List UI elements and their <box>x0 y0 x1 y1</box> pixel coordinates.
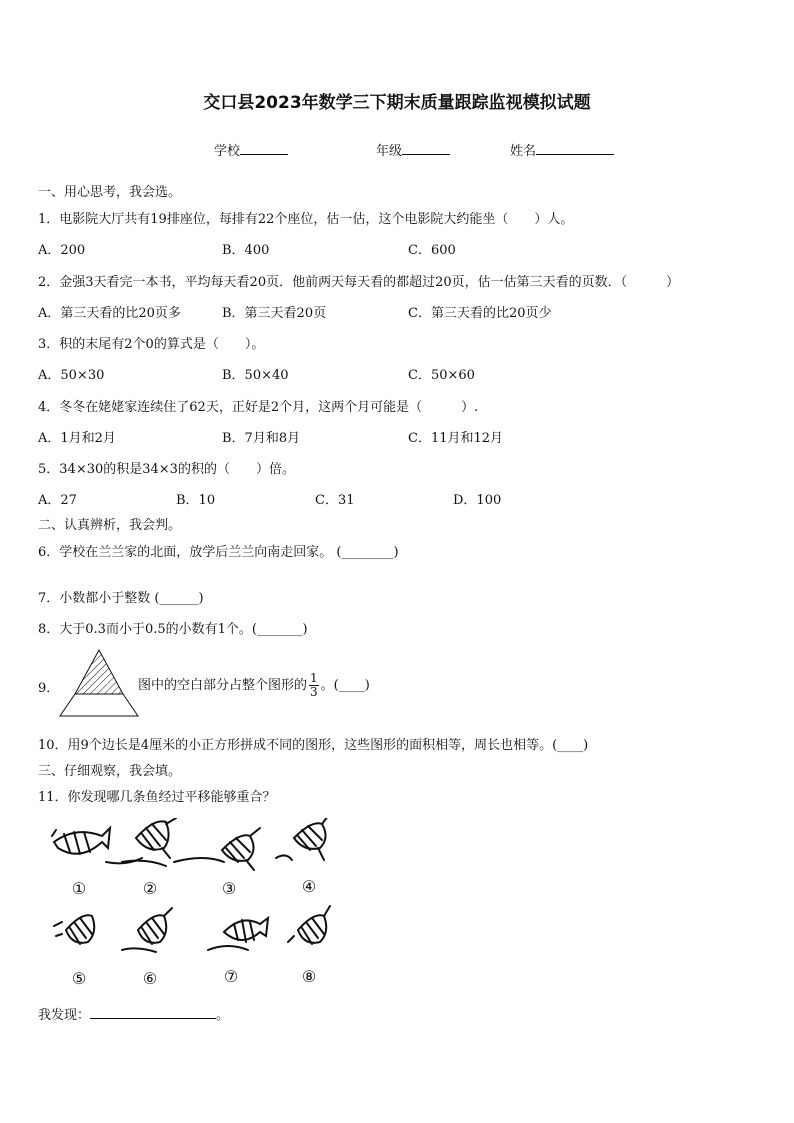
triangle-figure <box>58 648 140 718</box>
school-label: 学校 <box>214 144 241 159</box>
answer-suffix: 。 <box>216 1008 230 1023</box>
q2-option-c[interactable]: C．第三天看的比20页少 <box>408 306 552 321</box>
q4-option-c[interactable]: C．11月和12月 <box>408 431 504 446</box>
fraction-numerator: 1 <box>310 671 318 685</box>
question-9-number: 9． <box>38 681 60 696</box>
grade-blank[interactable] <box>402 142 450 155</box>
fish-label-5: ⑤ <box>71 969 87 988</box>
answer-prefix: 我发现： <box>38 1008 91 1023</box>
name-blank[interactable] <box>536 142 614 155</box>
fish-label-2: ② <box>142 879 158 898</box>
fish-5-icon <box>54 915 94 944</box>
fish-2-icon <box>122 818 176 866</box>
fish-label-6: ⑥ <box>142 969 158 988</box>
q4-option-a[interactable]: A．1月和2月 <box>38 431 116 446</box>
answer-blank[interactable] <box>90 1006 216 1019</box>
question-6[interactable]: 6．学校在兰兰家的北面，放学后兰兰向南走回家。 (________) <box>38 545 399 560</box>
question-10[interactable]: 10．用9个边长是4厘米的小正方形拼成不同的图形，这些图形的面积相等，周长也相等。(____) <box>38 738 589 753</box>
question-2: 2．金强3天看完一本书，平均每天看20页．他前两天每天看的都超过20页，估一估第三天看的页数．（ ） <box>38 275 680 290</box>
q5-option-c[interactable]: C．31 <box>315 493 355 508</box>
fish-label-1: ① <box>71 879 87 898</box>
q9-text-before: 图中的空白部分占整个图形的 <box>138 678 308 693</box>
school-blank[interactable] <box>240 142 288 155</box>
name-label: 姓名 <box>510 144 537 159</box>
fish-7-icon <box>208 918 268 950</box>
q1-option-b[interactable]: B．400 <box>222 243 270 258</box>
grade-label: 年级 <box>376 144 403 159</box>
fish-illustration <box>46 818 336 990</box>
section-2-heading: 二、认真辨析，我会判。 <box>38 518 182 533</box>
q9-text-after: 。(____) <box>320 678 370 693</box>
school-field[interactable] <box>214 140 288 159</box>
q2-option-b[interactable]: B．第三天看20页 <box>222 306 327 321</box>
fish-label-3: ③ <box>221 879 237 898</box>
question-3: 3．积的末尾有2个0的算式是（ ）。 <box>38 337 265 352</box>
fish-3-icon <box>174 828 260 870</box>
q3-option-a[interactable]: A．50×30 <box>38 368 105 383</box>
fish-label-7: ⑦ <box>223 967 239 986</box>
q1-option-a[interactable]: A．200 <box>38 243 86 258</box>
fish-6-icon <box>122 908 172 952</box>
answer-line[interactable] <box>38 1004 229 1023</box>
grade-field[interactable] <box>376 140 450 159</box>
question-7[interactable]: 7．小数都小于整数 (______) <box>38 591 204 606</box>
q2-option-a[interactable]: A．第三天看的比20页多 <box>38 306 181 321</box>
question-8[interactable]: 8．大于0.3而小于0.5的小数有1个。(_______) <box>38 622 308 637</box>
question-1: 1．电影院大厅共有19排座位，每排有22个座位，估一估，这个电影院大约能坐（ ）人。 <box>38 212 574 227</box>
fish-label-8: ⑧ <box>301 967 317 986</box>
fraction-one-third <box>309 672 319 699</box>
q3-option-b[interactable]: B．50×40 <box>222 368 289 383</box>
q4-option-b[interactable]: B．7月和8月 <box>222 431 301 446</box>
fish-1-icon <box>52 828 142 863</box>
question-11: 11．你发现哪几条鱼经过平移能够重合？ <box>38 790 276 805</box>
q3-option-c[interactable]: C．50×60 <box>408 368 475 383</box>
question-4: 4．冬冬在姥姥家连续住了62天，正好是2个月，这两个月可能是（ ）. <box>38 400 479 415</box>
question-5: 5．34×30的积是34×3的积的（ ）倍。 <box>38 462 295 477</box>
page-title: 交口县2023年数学三下期末质量跟踪监视模拟试题 <box>203 93 591 113</box>
fish-label-4: ④ <box>301 877 317 896</box>
question-9[interactable] <box>138 672 370 699</box>
q5-option-b[interactable]: B．10 <box>176 493 216 508</box>
fish-4-icon <box>276 818 328 860</box>
name-field[interactable] <box>510 140 614 159</box>
q5-option-a[interactable]: A．27 <box>38 493 77 508</box>
fish-8-icon <box>288 906 330 944</box>
fraction-denominator: 3 <box>310 685 318 699</box>
section-1-heading: 一、用心思考，我会选。 <box>38 185 182 200</box>
section-3-heading: 三、仔细观察，我会填。 <box>38 764 182 779</box>
q5-option-d[interactable]: D．100 <box>453 493 502 508</box>
q1-option-c[interactable]: C．600 <box>408 243 456 258</box>
